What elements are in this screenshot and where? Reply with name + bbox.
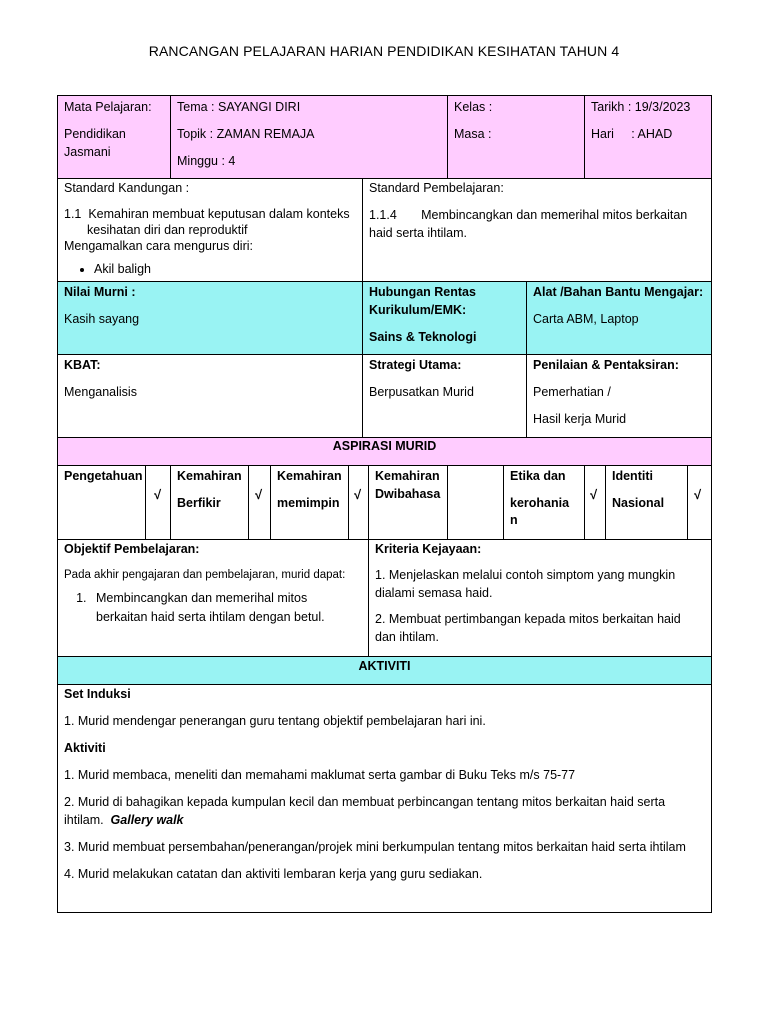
standard-kandungan-item xyxy=(64,206,356,238)
sk-number: 1.1 xyxy=(64,207,82,221)
aspirasi-memimpin-line2: memimpin xyxy=(277,496,340,510)
kbat-label: KBAT: xyxy=(64,358,101,372)
aspirasi-identiti-line1: Identiti xyxy=(612,469,653,483)
document-title: RANCANGAN PELAJARAN HARIAN PENDIDIKAN KESIHATAN TAHUN 4 xyxy=(148,43,620,59)
aktiviti-item-1: 1. Murid membaca, meneliti dan memahami maklumat serta gambar di Buku Teks m/s 75-77 xyxy=(64,768,576,782)
objektif-intro: Pada akhir pengajaran dan pembelajaran, murid dapat: xyxy=(64,569,346,581)
hari-label: Hari xyxy=(591,127,614,141)
aspirasi-etika-cell xyxy=(503,465,585,540)
aspirasi-memimpin-line1: Kemahiran xyxy=(277,469,342,483)
kriteria-label: Kriteria Kejayaan: xyxy=(375,542,482,556)
aspirasi-etika-line3: n xyxy=(510,513,518,527)
standard-pembelajaran-cell xyxy=(362,178,712,282)
alat-bahan-cell xyxy=(526,281,712,355)
tick-identiti: √ xyxy=(694,487,702,502)
aspirasi-memimpin-tick-cell xyxy=(348,465,369,540)
minggu-text: Minggu : 4 xyxy=(177,154,236,168)
penilaian-value-2: Hasil kerja Murid xyxy=(533,412,627,426)
tema-text: Tema : SAYANGI DIRI xyxy=(177,100,301,114)
standard-pembelajaran-text xyxy=(369,206,705,242)
standard-pembelajaran-label: Standard Pembelajaran: xyxy=(369,181,504,195)
kriteria-cell xyxy=(368,539,712,657)
kelas-cell xyxy=(447,95,585,179)
standard-kandungan-label: Standard Kandungan : xyxy=(64,181,190,195)
alat-bahan-value: Carta ABM, Laptop xyxy=(533,312,639,326)
aspirasi-dwibahasa-line2: Dwibahasa xyxy=(375,487,441,501)
hubungan-rentas-label: Hubungan Rentas Kurikulum/EMK: xyxy=(369,285,476,317)
aspirasi-dwibahasa-cell xyxy=(368,465,448,540)
strategi-cell xyxy=(362,354,527,438)
penilaian-cell xyxy=(526,354,712,438)
set-induksi-label: Set Induksi xyxy=(64,687,131,701)
tick-etika: √ xyxy=(590,487,598,502)
tarikh-cell xyxy=(584,95,712,179)
aspirasi-memimpin-cell xyxy=(270,465,349,540)
sp-text: Membincangkan dan memerihal mitos berkaitan haid serta ihtilam. xyxy=(369,208,688,240)
sk-bullet-list xyxy=(64,260,356,278)
kelas-text: Kelas : xyxy=(454,100,493,114)
aktiviti-body xyxy=(57,684,712,913)
aspirasi-berfikir-line2: Berfikir xyxy=(177,496,221,510)
objektif-item-1: 1. Membincangkan dan memerihal mitos berkaitan haid serta ihtilam dengan betul. xyxy=(90,589,362,627)
aspirasi-berfikir-tick-cell xyxy=(248,465,271,540)
nilai-murni-cell xyxy=(57,281,363,355)
aktiviti-label: Aktiviti xyxy=(64,741,106,755)
topik-text: Topik : ZAMAN REMAJA xyxy=(177,127,315,141)
aspirasi-dwibahasa-tick-cell xyxy=(447,465,504,540)
nilai-murni-label: Nilai Murni : xyxy=(64,285,136,299)
gallery-walk-text: Gallery walk xyxy=(110,813,184,827)
set-induksi-item-1: 1. Murid mendengar penerangan guru tentang objektif pembelajaran hari ini. xyxy=(64,714,486,728)
aspirasi-identiti-line2: Nasional xyxy=(612,496,665,510)
aspirasi-pengetahuan-label: Pengetahuan xyxy=(64,469,143,483)
aktiviti-item-3: 3. Murid membuat persembahan/penerangan/projek mini berkumpulan tentang mitos berkaitan haid serta ihtilam xyxy=(64,840,686,854)
aktiviti-item-2 xyxy=(64,793,705,829)
objektif-label: Objektif Pembelajaran: xyxy=(64,542,200,556)
objektif-list xyxy=(64,589,362,627)
aspirasi-berfikir-line1: Kemahiran xyxy=(177,469,242,483)
aspirasi-identiti-cell xyxy=(605,465,688,540)
sk-line: Mengamalkan cara mengurus diri: xyxy=(64,239,253,253)
standard-kandungan-cell xyxy=(57,178,363,282)
aspirasi-dwibahasa-line1: Kemahiran xyxy=(375,469,440,483)
kbat-value: Menganalisis xyxy=(64,385,137,399)
masa-text: Masa : xyxy=(454,127,492,141)
aspirasi-etika-line1: Etika dan xyxy=(510,469,566,483)
aspirasi-etika-line2: kerohania xyxy=(510,496,570,510)
aktiviti-item-4: 4. Murid melakukan catatan dan aktiviti lembaran kerja yang guru sediakan. xyxy=(64,867,483,881)
hubungan-rentas-cell xyxy=(362,281,527,355)
strategi-value: Berpusatkan Murid xyxy=(369,385,474,399)
nilai-murni-value: Kasih sayang xyxy=(64,312,140,326)
hari-value: : AHAD xyxy=(631,127,673,141)
aktiviti-item-2-text: 2. Murid di bahagikan kepada kumpulan kecil dan membuat perbincangan tentang mitos berkaitan haid serta ihtilam. xyxy=(64,795,666,827)
aspirasi-heading: ASPIRASI MURID xyxy=(57,437,712,466)
aspirasi-etika-tick-cell xyxy=(584,465,606,540)
alat-bahan-label: Alat /Bahan Bantu Mengajar: xyxy=(533,285,704,299)
kbat-cell xyxy=(57,354,363,438)
aspirasi-pengetahuan-tick-cell xyxy=(145,465,171,540)
objektif-cell xyxy=(57,539,369,657)
hubungan-rentas-value: Sains & Teknologi xyxy=(369,330,477,344)
aspirasi-identiti-tick-cell xyxy=(687,465,712,540)
sk-text: Kemahiran membuat keputusan dalam konteks kesihatan diri dan reproduktif xyxy=(87,207,350,237)
tick-memimpin: √ xyxy=(354,487,362,502)
penilaian-value-1: Pemerhatian / xyxy=(533,385,611,399)
mata-pelajaran-label: Mata Pelajaran: xyxy=(64,100,152,114)
strategi-label: Strategi Utama: xyxy=(369,358,462,372)
aspirasi-berfikir-cell xyxy=(170,465,249,540)
kriteria-item-1: 1. Menjelaskan melalui contoh simptom yang mungkin dialami semasa haid. xyxy=(375,568,676,600)
hari-line xyxy=(591,125,705,143)
mata-pelajaran-cell xyxy=(57,95,171,179)
kriteria-item-2: 2. Membuat pertimbangan kepada mitos berkaitan haid dan ihtilam. xyxy=(375,612,681,644)
tema-cell xyxy=(170,95,448,179)
sp-number: 1.1.4 xyxy=(369,208,397,222)
sk-bullet-item: • Akil baligh xyxy=(94,260,356,278)
mata-pelajaran-value: Pendidikan Jasmani xyxy=(64,127,126,159)
aktiviti-heading: AKTIVITI xyxy=(57,656,712,685)
aspirasi-pengetahuan-cell xyxy=(57,465,146,540)
penilaian-label: Penilaian & Pentaksiran: xyxy=(533,358,679,372)
tick-berfikir: √ xyxy=(255,487,263,502)
tick-pengetahuan: √ xyxy=(154,487,162,502)
tarikh-text: Tarikh : 19/3/2023 xyxy=(591,100,691,114)
